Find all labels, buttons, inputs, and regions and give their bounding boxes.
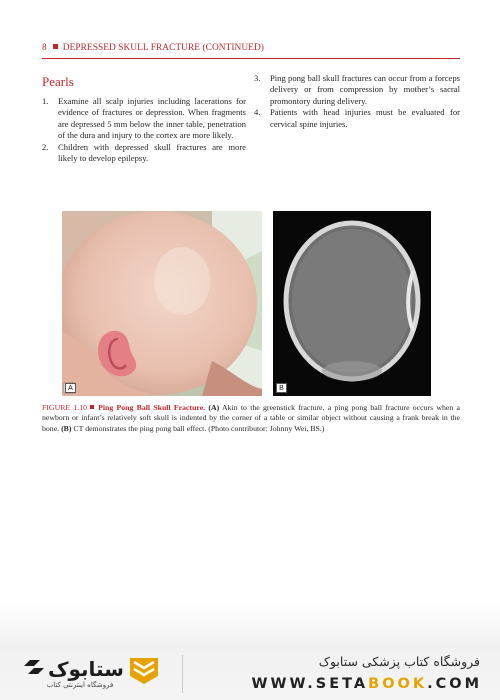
caption-label: FIGURE 1.10 [42, 403, 88, 412]
figure-caption [42, 403, 460, 434]
caption-text-b: CT demonstrates the ping pong ball effect. (Photo contributor: Johnny Wei, BS.) [73, 423, 325, 433]
caption-text-a: Akin to the greenstick fracture, a ping pong ball fracture occurs when a newborn or infant’s relatively soft skull is indented by the corner of a table or similar object without causing a frank break in the bone. [42, 403, 460, 433]
url-prefix: WWW.SETA [251, 676, 369, 692]
pearls-column-left [42, 96, 246, 164]
logo-subtitle: فروشگاه اینترنتی کتاب [46, 681, 114, 689]
footer-divider [182, 655, 183, 693]
pearl-item [42, 142, 246, 165]
pearls-column-right [254, 73, 460, 130]
caption-marker-b: (B) [61, 423, 72, 433]
pearl-item [254, 73, 460, 107]
figure-panel-b-ct [273, 211, 431, 396]
pearls-heading: Pearls [42, 74, 74, 89]
caption-title: Ping Pong Ball Skull Fracture. [98, 403, 206, 412]
page-number: 8 [42, 43, 47, 53]
store-name: فروشگاه کتاب پزشکی ستابوک [318, 654, 480, 669]
panel-b-label: B [276, 383, 287, 393]
pearl-number: 2. [42, 141, 49, 152]
pearl-number: 1. [42, 96, 49, 106]
url-suffix: .COM [427, 676, 482, 692]
figure-panel-a-photo [62, 211, 262, 396]
pearl-text: Ping pong ball skull fractures can occur from a forceps delivery or from compression by mother’s sacral promontory during delivery. [270, 73, 460, 106]
caption-square-icon [90, 405, 94, 409]
pearl-text: Examine all scalp injuries including lacerations for evidence of fractures or depression. When fragments are depressed 5 mm below the inner table, penetration of the dura and injury to the cortex are more likely. [58, 96, 246, 141]
store-url[interactable] [210, 676, 482, 692]
running-header-title: DEPRESSED SKULL FRACTURE (CONTINUED) [62, 43, 264, 53]
pearl-number: 4. [254, 107, 261, 118]
url-highlight: BOOK [368, 676, 428, 692]
header-rule [42, 58, 460, 59]
infant-head-photo [62, 211, 262, 396]
running-header [42, 43, 462, 53]
caption-marker-a: (A) [208, 403, 220, 412]
panel-a-label: A [65, 383, 76, 393]
ct-scan-image [273, 211, 431, 396]
logo-wordmark: ستابوک [48, 657, 124, 681]
pearl-item [42, 96, 246, 142]
pearl-text: Children with depressed skull fractures are more likely to develop epilepsy. [58, 141, 246, 164]
pearl-number: 3. [254, 73, 261, 83]
pearl-text: Patients with head injuries must be evaluated for cervical spine injuries. [270, 107, 460, 129]
pearl-item [254, 107, 460, 130]
header-square-icon [53, 44, 58, 49]
